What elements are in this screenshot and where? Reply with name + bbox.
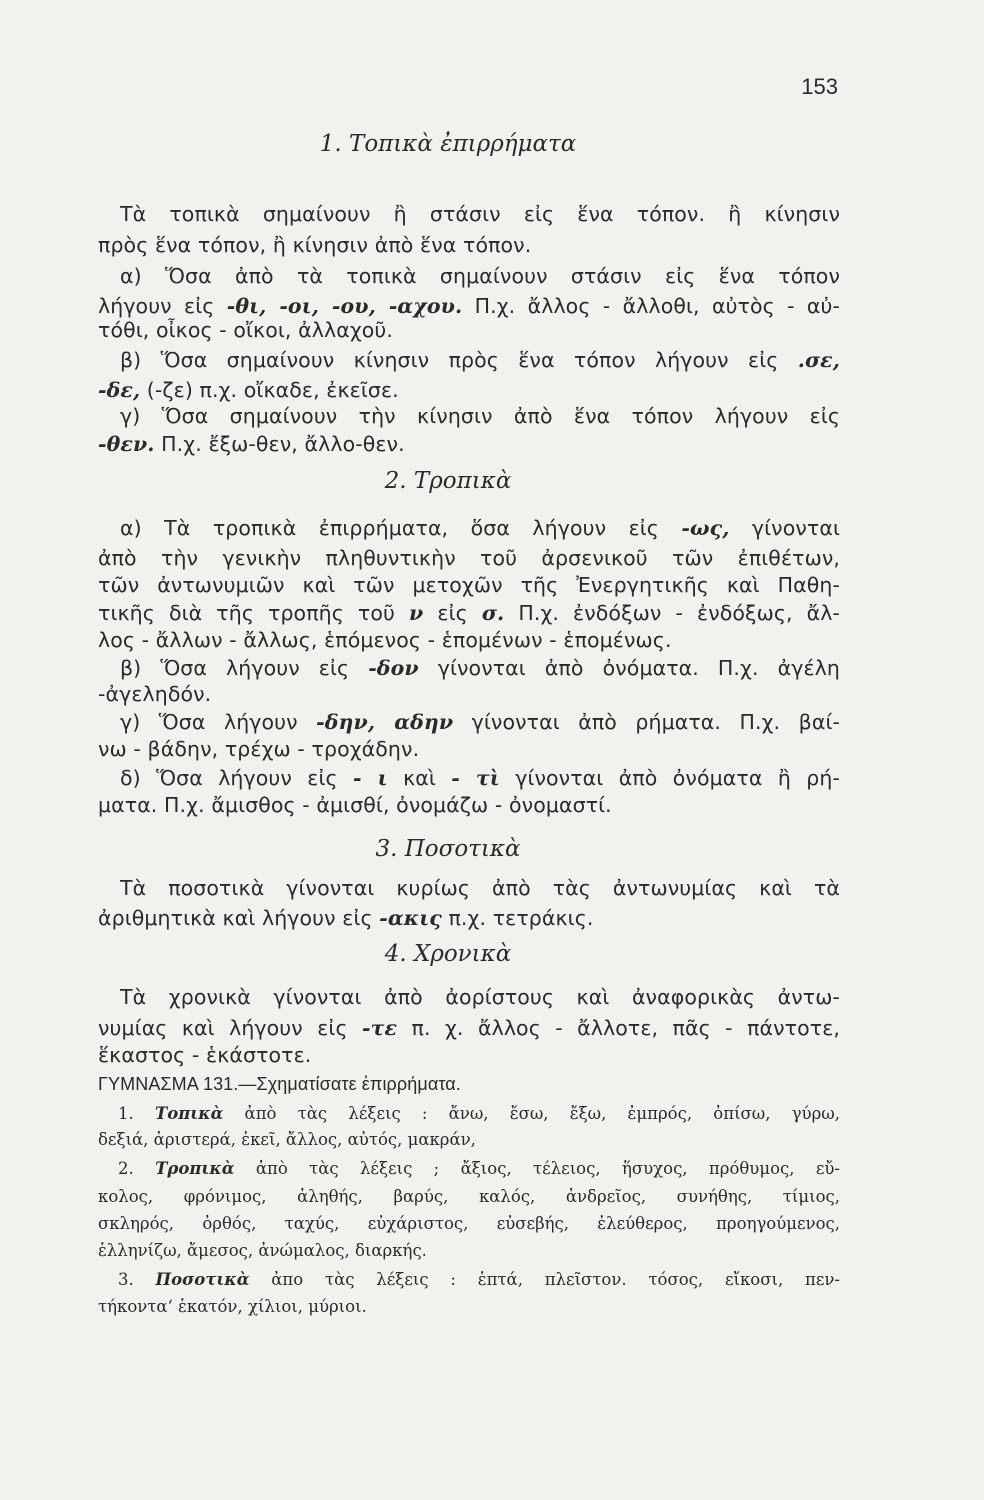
text-line: -δε, (-ζε) π.χ. οἴκαδε, ἐκεῖσε. — [98, 378, 399, 402]
exercise-line: ἑλληνίζω, ἄμεσος, ἀνώμαλος, διαρκής. — [98, 1241, 427, 1260]
exercise-line: 2. Τροπικὰ ἀπὸ τὰς λέξεις ; ἄξιος, τέλειος, ἥσυχος, πρόθυμος, εὔ- — [118, 1159, 840, 1178]
exercise-line: τήκοντα‘ ἑκατόν, χίλιοι, μύριοι. — [98, 1297, 367, 1316]
text-line: Τὰ ποσοτικὰ γίνονται κυρίως ἀπὸ τὰς ἀντωνυμίας καὶ τὰ — [120, 876, 840, 900]
text-line: νω - βάδην, τρέχω - τροχάδην. — [98, 737, 420, 761]
text-line: -ἀγεληδόν. — [98, 682, 212, 706]
exercise-line: κολος, φρόνιμος, ἀληθής, βαρύς, καλός, ἀνδρεῖος, συνήθης, τίμιος, — [98, 1187, 840, 1206]
exercise-line: 3. Ποσοτικὰ ἀπο τὰς λέξεις : ἑπτά, πλεῖστον. τόσος, εἴκοσι, πεν- — [118, 1270, 840, 1289]
text-line: Τὰ χρονικὰ γίνονται ἀπὸ ἀορίστους καὶ ἀναφορικὰς ἀντω- — [120, 985, 840, 1009]
heading-modal-adverbs: 2. Τροπικὰ — [384, 468, 512, 494]
text-line: α) Ὅσα ἀπὸ τὰ τοπικὰ σημαίνουν στάσιν εἰς ἕνα τόπον — [120, 264, 840, 288]
text-line: Τὰ τοπικὰ σημαίνουν ἢ στάσιν εἰς ἕνα τόπον. ἢ κίνησιν — [120, 202, 840, 226]
text-line: ἀριθμητικὰ καὶ λήγουν εἰς -ακις π.χ. τετράκις. — [98, 906, 594, 930]
text-line: τῶν ἀντωνυμιῶν καὶ τῶν μετοχῶν τῆς Ἐνεργητικῆς καὶ Παθη- — [98, 573, 840, 597]
text-line: γ) Ὅσα λήγουν -δην, αδην γίνονται ἀπὸ ρήματα. Π.χ. βαί- — [120, 710, 840, 734]
text-line: β) Ὅσα λήγουν εἰς -δον γίνονται ἀπὸ ὀνόματα. Π.χ. ἀγέλη — [120, 656, 840, 680]
text-line: ἕκαστος - ἑκάστοτε. — [98, 1043, 312, 1067]
text-line: τόθι, οἶκος - οἴκοι, ἀλλαχοῦ. — [98, 318, 393, 342]
text-line: λος - ἄλλων - ἄλλως, ἑπόμενος - ἑπομένων - ἑπομένως. — [98, 628, 672, 652]
heading-local-adverbs: 1. Τοπικὰ ἐπιρρήματα — [319, 131, 577, 157]
text-line: α) Τὰ τροπικὰ ἐπιρρήματα, ὅσα λήγουν εἰς -ως, γίνονται — [120, 516, 840, 540]
text-line: τικῆς διὰ τῆς τροπῆς τοῦ ν εἰς σ. Π.χ. ἐνδόξων - ἐνδόξως, ἄλ- — [98, 601, 840, 625]
exercise-line: σκληρός, ὀρθός, ταχύς, εὐχάριστος, εὐσεβής, ἐλεύθερος, προηγούμενος, — [98, 1214, 840, 1233]
text-line: γ) Ὅσα σημαίνουν τὴν κίνησιν ἀπὸ ἕνα τόπον λήγουν εἰς — [120, 404, 840, 428]
heading-time-adverbs: 4. Χρονικὰ — [384, 941, 512, 967]
text-line: πρὸς ἕνα τόπον, ἢ κίνησιν ἀπὸ ἕνα τόπον. — [98, 233, 532, 257]
text-line: ἀπὸ τὴν γενικὴν πληθυντικὴν τοῦ ἀρσενικοῦ τῶν ἐπιθέτων, — [98, 546, 840, 570]
exercise-line: δεξιά, ἀριστερά, ἐκεῖ, ἄλλος, αὐτός, μακράν, — [98, 1130, 476, 1149]
exercise-title: ΓΥΜΝΑΣΜΑ 131.—Σχηματίσατε ἐπιρρήματα. — [98, 1074, 461, 1094]
text-line: λήγουν εἰς -θι, -οι, -ου, -αχου. Π.χ. ἄλλος - ἄλλοθι, αὐτὸς - αὐ- — [98, 294, 840, 318]
exercise-line: 1. Τοπικὰ ἀπὸ τὰς λέξεις : ἄνω, ἔσω, ἔξω, ἐμπρός, ὀπίσω, γύρω, — [118, 1104, 840, 1123]
text-line: ματα. Π.χ. ἄμισθος - ἀμισθί, ὀνομάζω - ὀνομαστί. — [98, 793, 612, 817]
heading-quantity-adverbs: 3. Ποσοτικὰ — [375, 836, 521, 862]
text-line: νυμίας καὶ λήγουν εἰς -τε π. χ. ἄλλος - ἄλλοτε, πᾶς - πάντοτε, — [98, 1016, 840, 1040]
text-line: δ) Ὅσα λήγουν εἰς - ι καὶ - τὶ γίνονται ἀπὸ ὀνόματα ἢ ρή- — [120, 766, 840, 790]
page-number: 153 — [801, 74, 838, 99]
text-line: -θεν. Π.χ. ἔξω-θεν, ἄλλο-θεν. — [98, 432, 405, 456]
text-line: β) Ὅσα σημαίνουν κίνησιν πρὸς ἕνα τόπον λήγουν εἰς .σε, — [120, 348, 840, 372]
